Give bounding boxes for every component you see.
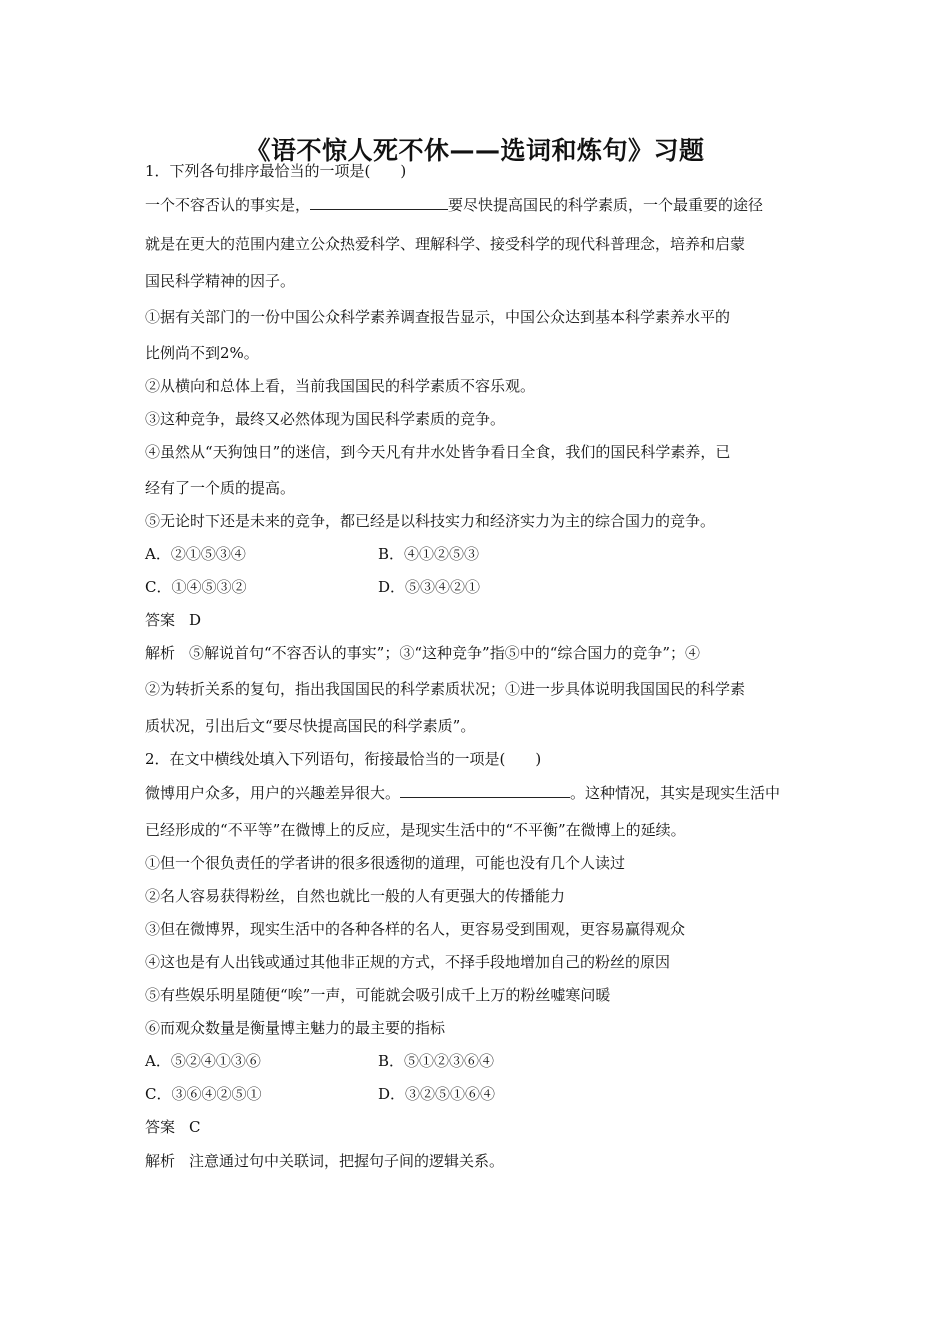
q2-answer-value: C bbox=[189, 1118, 201, 1136]
q2-passage-line-2: 已经形成的“不平等”在微博上的反应，是现实生活中的“不平衡”在微博上的延续。 bbox=[145, 821, 686, 839]
q1-analysis-line-2: ②为转折关系的复句，指出我国国民的科学素质状况；①进一步具体说明我国国民的科学素 bbox=[145, 680, 746, 698]
q1-passage-before: 一个不容否认的事实是， bbox=[145, 196, 311, 214]
q2-item-3: ③但在微博界，现实生活中的各种各样的名人，更容易受到围观，更容易赢得观众 bbox=[145, 920, 686, 938]
q1-answer bbox=[145, 610, 201, 630]
q1-item-2: ②从横向和总体上看，当前我国国民的科学素质不容乐观。 bbox=[145, 377, 536, 395]
q2-option-a[interactable]: A．⑤②④①③⑥ bbox=[145, 1052, 261, 1070]
q2-item-1: ①但一个很负责任的学者讲的很多很透彻的道理，可能也没有几个人读过 bbox=[145, 854, 626, 872]
q2-stem: 2．在文中横线处填入下列语句，衔接最恰当的一项是( ) bbox=[145, 750, 542, 768]
page-title: 《语不惊人死不休——选词和炼句》习题 bbox=[245, 136, 705, 165]
q2-item-6: ⑥而观众数量是衡量博主魅力的最主要的指标 bbox=[145, 1019, 446, 1037]
q2-analysis-text-1: 注意通过句中关联词，把握句子间的逻辑关系。 bbox=[189, 1152, 505, 1170]
q1-item-1-cont: 比例尚不到2%。 bbox=[145, 344, 259, 362]
q2-option-d[interactable]: D．③②⑤①⑥④ bbox=[378, 1085, 496, 1103]
q1-analysis-text-1: ⑤解说首句“不容否认的事实”；③“这种竞争”指⑤中的“综合国力的竞争”；④ bbox=[189, 644, 701, 662]
q1-analysis-line-1 bbox=[145, 643, 700, 663]
q1-passage-after: 要尽快提高国民的科学素质，一个最重要的途径 bbox=[448, 196, 764, 214]
q1-passage-line-1 bbox=[145, 195, 763, 215]
q1-item-1: ①据有关部门的一份中国公众科学素养调查报告显示，中国公众达到基本科学素养水平的 bbox=[145, 308, 731, 326]
q1-option-d[interactable]: D．⑤③④②① bbox=[378, 578, 481, 596]
q1-option-b[interactable]: B．④①②⑤③ bbox=[378, 545, 480, 563]
q2-item-4: ④这也是有人出钱或通过其他非正规的方式，不择手段地增加自己的粉丝的原因 bbox=[145, 953, 671, 971]
q1-analysis-label: 解析 bbox=[145, 644, 176, 662]
q1-passage-line-3: 国民科学精神的因子。 bbox=[145, 272, 296, 290]
q2-passage-after: 。这种情况，其实是现实生活中 bbox=[570, 784, 781, 802]
q1-answer-value: D bbox=[189, 611, 202, 629]
q1-passage-line-2: 就是在更大的范围内建立公众热爱科学、理解科学、接受科学的现代科普理念，培养和启蒙 bbox=[145, 235, 746, 253]
q2-passage-line-1 bbox=[145, 783, 780, 803]
q1-analysis-line-3: 质状况，引出后文“要尽快提高国民的科学素质”。 bbox=[145, 717, 476, 735]
q2-analysis-line-1 bbox=[145, 1151, 504, 1171]
q1-item-4-cont: 经有了一个质的提高。 bbox=[145, 479, 296, 497]
q1-option-c[interactable]: C．①④⑤③② bbox=[145, 578, 247, 596]
q1-fill-blank[interactable] bbox=[310, 195, 448, 210]
q1-item-4: ④虽然从“天狗蚀日”的迷信，到今天凡有井水处皆争看日全食，我们的国民科学素养，已 bbox=[145, 443, 731, 461]
q2-option-b[interactable]: B．⑤①②③⑥④ bbox=[378, 1052, 495, 1070]
q2-item-2: ②名人容易获得粉丝，自然也就比一般的人有更强大的传播能力 bbox=[145, 887, 566, 905]
q2-analysis-label: 解析 bbox=[145, 1152, 176, 1170]
q2-passage-before: 微博用户众多，用户的兴趣差异很大。 bbox=[145, 784, 401, 802]
q2-option-c[interactable]: C．③⑥④②⑤① bbox=[145, 1085, 262, 1103]
q2-item-5: ⑤有些娱乐明星随便“唉”一声，可能就会吸引成千上万的粉丝嘘寒问暖 bbox=[145, 986, 611, 1004]
q1-option-a[interactable]: A．②①⑤③④ bbox=[145, 545, 246, 563]
q1-answer-label: 答案 bbox=[145, 611, 176, 629]
q2-answer-label: 答案 bbox=[145, 1118, 176, 1136]
q1-stem: 1．下列各句排序最恰当的一项是( ) bbox=[145, 162, 407, 180]
q1-item-3: ③这种竞争，最终又必然体现为国民科学素质的竞争。 bbox=[145, 410, 506, 428]
q1-item-5: ⑤无论时下还是未来的竞争，都已经是以科技实力和经济实力为主的综合国力的竞争。 bbox=[145, 512, 716, 530]
q2-fill-blank[interactable] bbox=[400, 783, 570, 798]
q2-answer bbox=[145, 1117, 201, 1137]
